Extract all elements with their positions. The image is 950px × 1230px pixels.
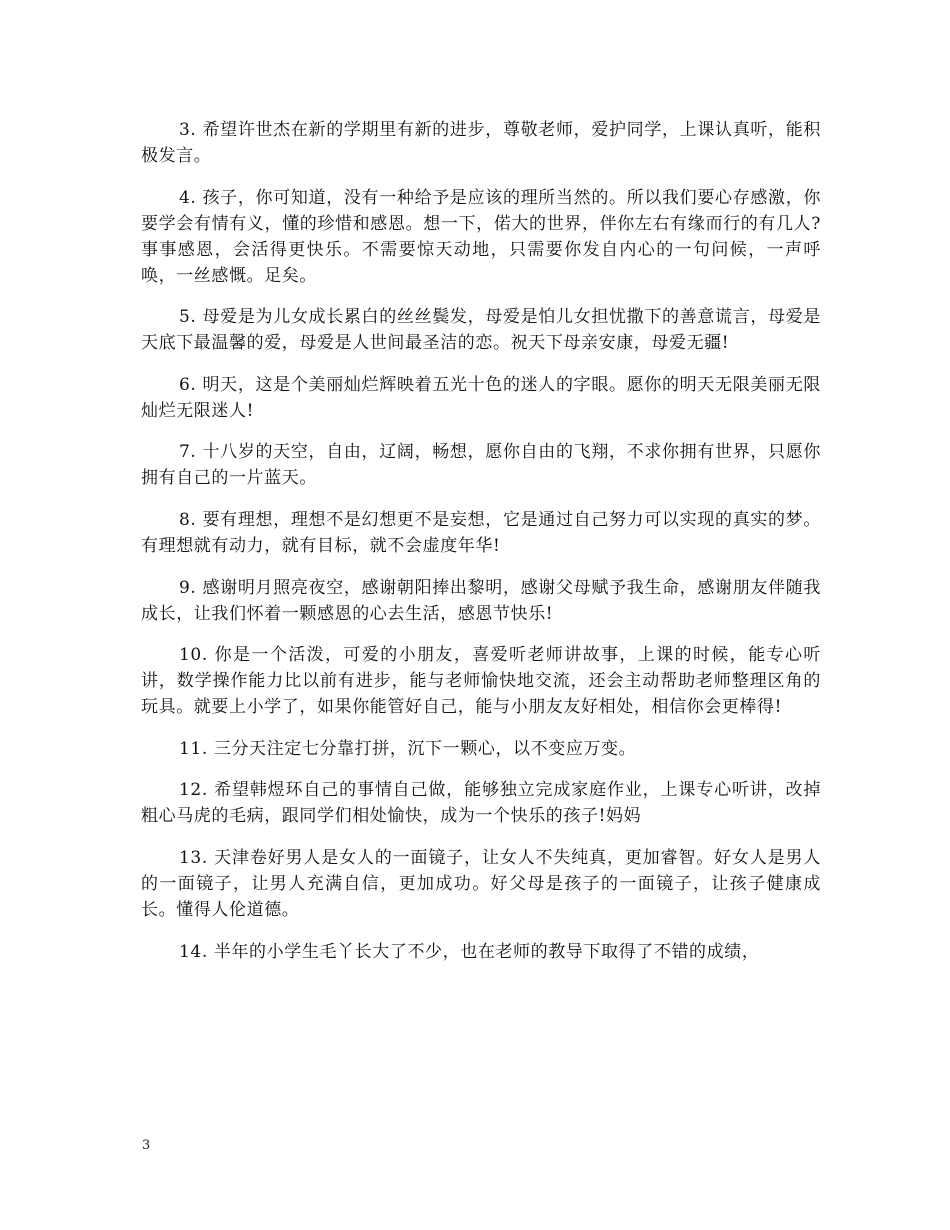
paragraph-9 (141, 575, 821, 627)
paragraph-text: 要有理想，理想不是幻想更不是妄想，它是通过自己努力可以实现的真实的梦。有理想就有动力，就有目标，就不会虚度年华! (141, 509, 821, 556)
paragraph-12 (141, 777, 821, 829)
paragraph-5 (141, 304, 821, 356)
paragraph-13 (141, 845, 821, 923)
paragraph-number: 13. (179, 847, 208, 868)
paragraph-14 (141, 939, 821, 965)
paragraph-text: 感谢明月照亮夜空，感谢朝阳捧出黎明，感谢父母赋予我生命，感谢朋友伴随我成长，让我们怀着一颗感恩的心去生活，感恩节快乐! (141, 577, 821, 624)
paragraph-3 (141, 117, 821, 169)
paragraph-text: 半年的小学生毛丫长大了不少，也在老师的教导下取得了不错的成绩， (213, 941, 760, 962)
paragraph-number: 8. (179, 509, 197, 530)
paragraph-11 (141, 736, 821, 762)
paragraph-number: 3. (179, 120, 197, 140)
paragraph-text: 你是一个活泼，可爱的小朋友，喜爱听老师讲故事，上课的时候，能专心听讲，数学操作能力比以前有进步，能与老师愉快地交流，还会主动帮助老师整理区角的玩具。就要上小学了，如果你能管好自己，能与小朋友友好相处，相信你会更棒得! (141, 645, 821, 718)
paragraph-8 (141, 507, 821, 559)
paragraph-number: 4. (179, 187, 197, 208)
paragraph-number: 12. (179, 780, 208, 801)
paragraph-text: 明天，这是个美丽灿烂辉映着五光十色的迷人的字眼。愿你的明天无限美丽无限灿烂无限迷人! (141, 374, 821, 421)
paragraph-7 (141, 439, 821, 491)
paragraph-number: 5. (179, 307, 197, 328)
paragraph-number: 14. (179, 941, 208, 962)
paragraph-text: 十八岁的天空，自由，辽阔，畅想，愿你自由的飞翔，不求你拥有世界，只愿你拥有自己的一片蓝天。 (141, 442, 821, 489)
paragraph-text: 三分天注定七分靠打拼，沉下一颗心，以不变应万变。 (213, 738, 637, 759)
paragraph-number: 11. (179, 738, 208, 759)
paragraph-text: 希望韩煜环自己的事情自己做，能够独立完成家庭作业，上课专心听讲，改掉粗心马虎的毛病，跟同学们相处愉快，成为一个快乐的孩子!妈妈 (141, 780, 821, 827)
paragraph-number: 10. (179, 645, 208, 666)
paragraph-text: 母爱是为儿女成长累白的丝丝鬓发，母爱是怕儿女担忧撒下的善意谎言，母爱是天底下最温馨的爱，母爱是人世间最圣洁的恋。祝天下母亲安康，母爱无疆! (141, 307, 821, 354)
document-body (141, 117, 821, 980)
paragraph-4 (141, 185, 821, 289)
paragraph-text: 希望许世杰在新的学期里有新的进步，尊敬老师，爱护同学，上课认真听，能积极发言。 (141, 120, 821, 166)
paragraph-text: 天津卷好男人是女人的一面镜子，让女人不失纯真，更加睿智。好女人是男人的一面镜子，让男人充满自信，更加成功。好父母是孩子的一面镜子，让孩子健康成长。懂得人伦道德。 (141, 847, 821, 920)
paragraph-number: 7. (179, 442, 197, 463)
paragraph-text: 孩子，你可知道，没有一种给予是应该的理所当然的。所以我们要心存感激，你要学会有情有义，懂的珍惜和感恩。想一下，偌大的世界，伴你左右有缘而行的有几人?事事感恩，会活得更快乐。不需要惊天动地，只需要你发自内心的一句问候，一声呼唤，一丝感慨。足矣。 (141, 187, 821, 286)
paragraph-10 (141, 642, 821, 720)
paragraph-6 (141, 372, 821, 424)
paragraph-number: 9. (179, 577, 197, 598)
paragraph-number: 6. (179, 374, 197, 395)
page-number: 3 (142, 1138, 151, 1153)
